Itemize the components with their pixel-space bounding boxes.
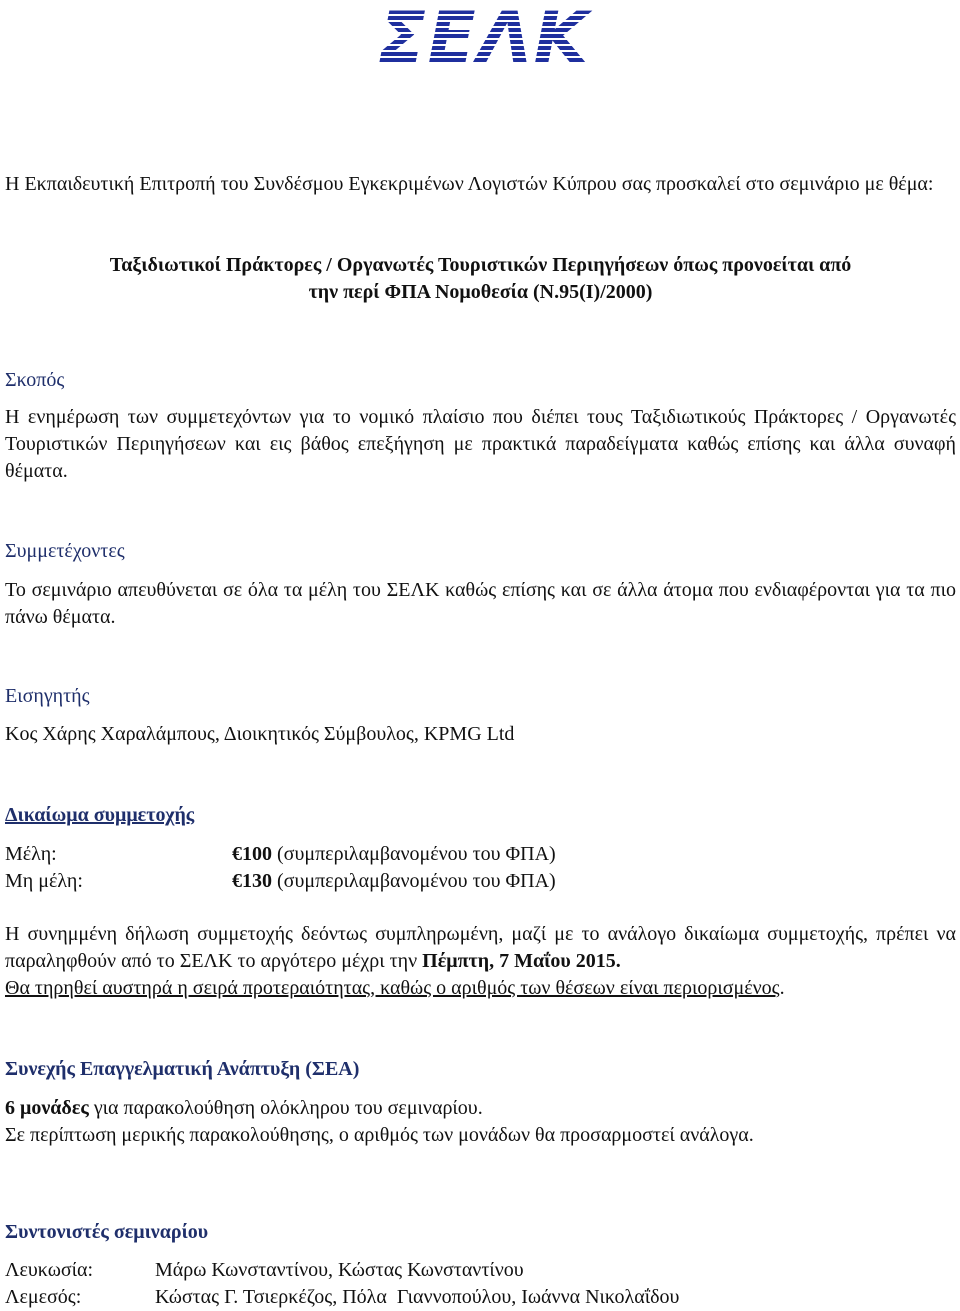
seminar-title bbox=[5, 252, 956, 306]
fee-members-label: Μέλη: bbox=[5, 843, 57, 865]
seminar-title-line1: Ταξιδιωτικοί Πράκτορες / Οργανωτές Τουριστικών Περιηγήσεων όπως προνοείται από bbox=[109, 254, 852, 276]
purpose-heading: Σκοπός bbox=[5, 369, 65, 391]
fees-heading: Δικαίωμα συμμετοχής bbox=[5, 804, 195, 826]
registration-note-end: . bbox=[779, 977, 785, 999]
fee-members-note: (συμπεριλαμβανομένου του ΦΠΑ) bbox=[277, 843, 556, 865]
cpd-units-text: για παρακολούθηση ολόκληρου του σεμιναρίου. bbox=[93, 1097, 483, 1119]
participants-heading: Συμμετέχοντες bbox=[5, 540, 125, 562]
registration-text bbox=[5, 921, 956, 975]
fee-nonmembers-note: (συμπεριλαμβανομένου του ΦΠΑ) bbox=[277, 870, 556, 892]
cpd-units: 6 μονάδες bbox=[5, 1097, 89, 1119]
fee-nonmembers-label: Μη μέλη: bbox=[5, 870, 83, 892]
cpd-units-line bbox=[5, 1095, 956, 1122]
logo-text: ΣΕΛΚ bbox=[377, 4, 591, 70]
coordinators-heading: Συντονιστές σεμιναρίου bbox=[5, 1221, 209, 1243]
fee-members-row bbox=[5, 841, 556, 868]
fee-nonmembers-row bbox=[5, 868, 556, 895]
coordinators-limassol-names: Κώστας Γ. Τσιερκέζος, Πόλα Γιαννοπούλου, Ιωάννα Νικολαΐδου bbox=[155, 1286, 680, 1308]
seminar-title-line2: την περί ΦΠΑ Νομοθεσία (Ν.95(Ι)/2000) bbox=[308, 281, 653, 303]
speaker-text: Κος Χάρης Χαραλάμπους, Διοικητικός Σύμβουλος, KPMG Ltd bbox=[5, 723, 515, 745]
intro-text: Η Εκπαιδευτική Επιτροπή του Συνδέσμου Εγκεκριμένων Λογιστών Κύπρου σας προσκαλεί στο σεμινάριο με θέμα: bbox=[5, 173, 934, 195]
registration-note bbox=[5, 975, 956, 1002]
cpd-heading: Συνεχής Επαγγελματική Ανάπτυξη (ΣΕΑ) bbox=[5, 1058, 360, 1080]
participants-text: Το σεμινάριο απευθύνεται σε όλα τα μέλη του ΣΕΛΚ καθώς επίσης και σε άλλα άτομα που ενδιαφέρονται για τα πιο πάνω θέματα. bbox=[5, 579, 956, 628]
coordinators-limassol-label: Λεμεσός: bbox=[5, 1286, 82, 1308]
selk-logo bbox=[332, 4, 636, 70]
registration-note-text: Θα τηρηθεί αυστηρά η σειρά προτεραιότητας, καθώς ο αριθμός των θέσεων είναι περιορισμένος bbox=[5, 977, 780, 999]
cpd-partial-text: Σε περίπτωση μερικής παρακολούθησης, ο αριθμός των μονάδων θα προσαρμοστεί ανάλογα. bbox=[5, 1124, 754, 1146]
coordinators-nicosia-names: Μάρω Κωνσταντίνου, Κώστας Κωνσταντίνου bbox=[155, 1259, 524, 1281]
speaker-heading: Εισηγητής bbox=[5, 685, 90, 707]
registration-deadline: Πέμπτη, 7 Μαΐου 2015. bbox=[422, 950, 621, 972]
fee-members-amount: €100 bbox=[232, 843, 272, 865]
purpose-text: Η ενημέρωση των συμμετεχόντων για το νομικό πλαίσιο που διέπει τους Ταξιδιωτικούς Πράκτορες / Οργανωτές Τουριστικών Περιηγήσεων και εις βάθος επεξήγηση με πρακτικά παραδείγματα καθώς επίσης και άλλα συναφή θέματα. bbox=[5, 406, 956, 482]
coordinators-nicosia-row bbox=[5, 1257, 524, 1284]
coordinators-limassol-row bbox=[5, 1284, 679, 1311]
coordinators-nicosia-label: Λευκωσία: bbox=[5, 1259, 94, 1281]
fee-nonmembers-amount: €130 bbox=[232, 870, 272, 892]
registration-body: Η συνημμένη δήλωση συμμετοχής δεόντως συμπληρωμένη, μαζί με το ανάλογο δικαίωμα συμμετοχής, πρέπει να παραληφθούν από το ΣΕΛΚ το αργότερο μέχρι την bbox=[5, 923, 956, 972]
